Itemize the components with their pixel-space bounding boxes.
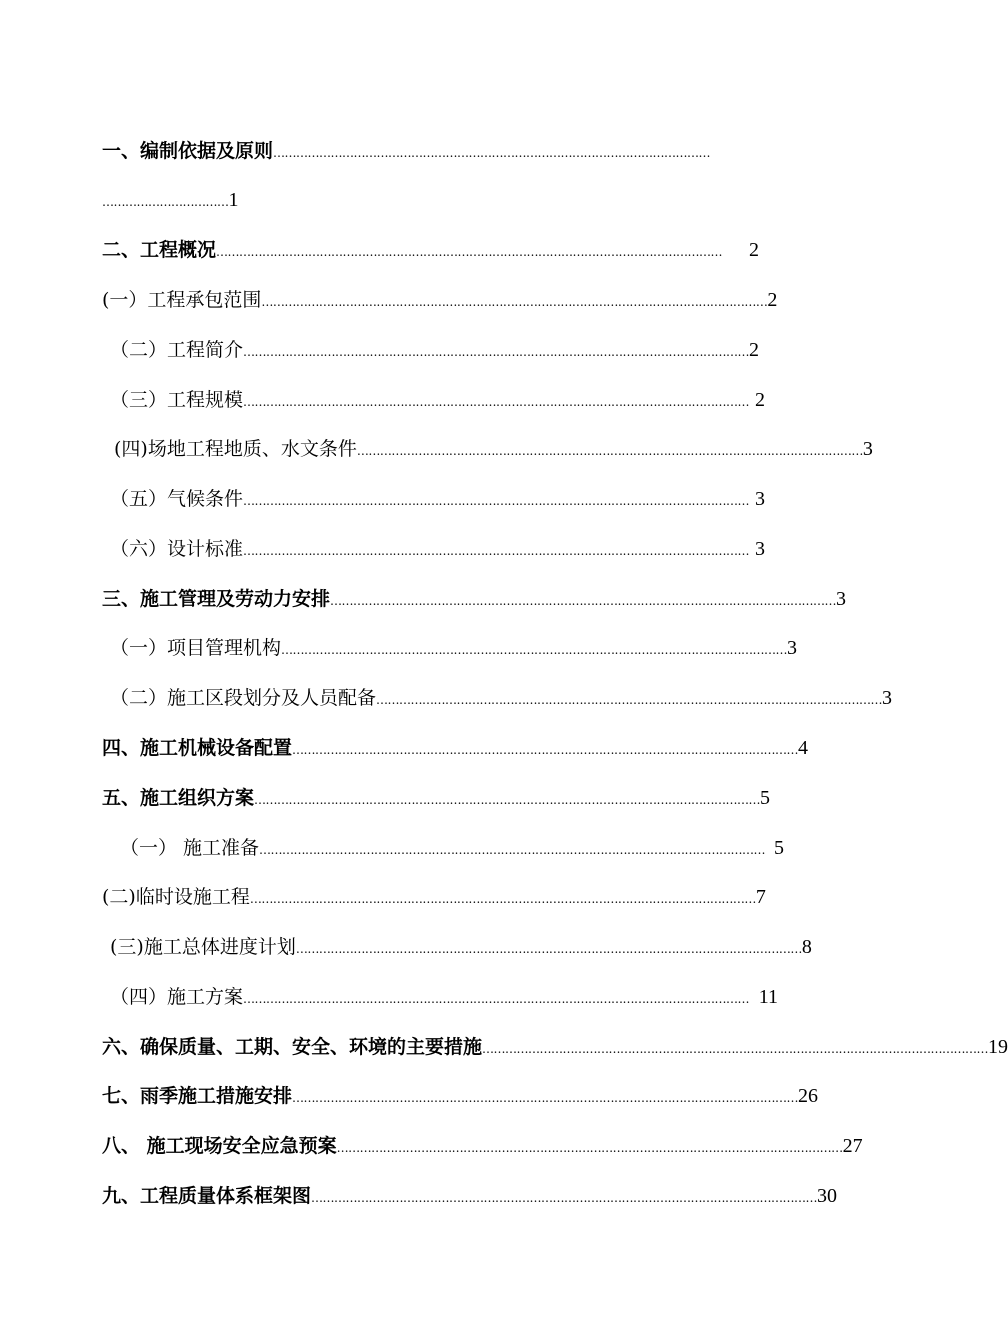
- toc-entry[interactable]: [102, 783, 771, 813]
- toc-entry-page: 3: [787, 637, 798, 659]
- toc-entry[interactable]: [102, 136, 711, 166]
- toc-leader-dots: ……………………………………………………………………………………………………………………: [254, 793, 761, 807]
- toc-entry[interactable]: [102, 1181, 838, 1211]
- toc-entry-page: 19: [988, 1036, 1008, 1058]
- toc-entry-page: 2: [749, 239, 759, 261]
- toc-entry[interactable]: [110, 633, 798, 663]
- toc-entry-page: 5: [760, 787, 771, 809]
- toc-entry-page: 3: [882, 687, 893, 709]
- toc-entry-page: 1: [228, 189, 239, 211]
- toc-entry-label: 六、确保质量、工期、安全、环境的主要措施: [102, 1036, 483, 1058]
- toc-entry-label: 四、施工机械设备配置: [102, 737, 293, 759]
- toc-entry-label: （六）设计标准: [110, 538, 244, 560]
- toc-entry[interactable]: [120, 833, 784, 863]
- toc-leader-dots: ……………………………………………………………………………………………………………………: [249, 892, 756, 906]
- toc-entry[interactable]: [102, 1081, 819, 1111]
- toc-entry-label: (四)场地工程地质、水文条件: [114, 438, 357, 460]
- toc-leader-dots: ……………………………………………………………………………………………………………………: [356, 444, 863, 458]
- toc-leader-dots: ……………………………………………………………………………………………………………………: [243, 345, 750, 359]
- toc-entry[interactable]: [102, 1032, 1008, 1062]
- toc-leader-dots: ……………………………………………………………………………………………………………………: [376, 693, 883, 707]
- toc-leader-dots: ……………………………………………………………………………………………………………………: [482, 1042, 989, 1056]
- toc-entry-label: 九、工程质量体系框架图: [102, 1185, 312, 1207]
- toc-entry[interactable]: [110, 932, 812, 962]
- toc-entry[interactable]: [102, 285, 778, 315]
- toc-leader-dots: ……………………………………………………………………………………………………………………: [261, 295, 768, 309]
- toc-entry-label: (三)施工总体进度计划: [110, 936, 296, 958]
- toc-entry[interactable]: [110, 385, 765, 415]
- toc-entry-page: 3: [862, 438, 873, 460]
- toc-leader-dots: ……………………………………………………………………………………………………………………: [281, 643, 788, 657]
- toc-entry-page: 5: [774, 837, 784, 859]
- toc-entry-label: （四）施工方案: [110, 986, 244, 1008]
- toc-entry-label: （一） 施工准备: [120, 837, 260, 859]
- toc-entry[interactable]: [102, 584, 847, 614]
- toc-entry-page: 3: [836, 588, 847, 610]
- toc-leader-dots: ……………………………: [102, 195, 229, 209]
- toc-leader-dots: ……………………………………………………………………………………………………………………: [292, 743, 799, 757]
- toc-entry-page: 4: [798, 737, 809, 759]
- toc-entry-label: （二）施工区段划分及人员配备: [110, 687, 377, 709]
- toc-entry-page: 30: [817, 1185, 838, 1207]
- toc-leader-dots: ……………………………………………………………………………………………………………………: [216, 245, 723, 259]
- toc-leader-dots: ……………………………………………………………………………………………………………………: [311, 1191, 818, 1205]
- toc-leader-dots: ……………………………………………………………………………………………………………………: [330, 594, 837, 608]
- toc-entry-page: 8: [801, 936, 812, 958]
- toc-entry-label: （三）工程规模: [110, 389, 244, 411]
- toc-entry-label: 五、施工组织方案: [102, 787, 255, 809]
- toc-leader-dots: ……………………………………………………………………………………………………………………: [295, 942, 802, 956]
- toc-entry[interactable]: [110, 484, 765, 514]
- toc-entry[interactable]: [110, 335, 760, 365]
- toc-entry-page: 7: [755, 886, 766, 908]
- toc-entry-page: 11: [758, 986, 778, 1008]
- toc-entry[interactable]: [110, 683, 893, 713]
- toc-leader-dots: ……………………………………………………………………………………………………………………: [243, 544, 750, 558]
- toc-entry-label: （五）气候条件: [110, 488, 244, 510]
- toc-entry[interactable]: [110, 534, 765, 564]
- toc-entry[interactable]: [102, 235, 759, 265]
- toc-entry-label: (一）工程承包范围: [102, 289, 262, 311]
- toc-entry-label: (二)临时设施工程: [102, 886, 250, 908]
- toc-entry-page: 2: [755, 389, 765, 411]
- toc-entry-label: （二）工程简介: [110, 339, 244, 361]
- toc-entry-page: 26: [798, 1085, 819, 1107]
- toc-entry-page: 2: [749, 339, 760, 361]
- toc-entry[interactable]: [110, 982, 778, 1012]
- toc-entry-label: 二、工程概况: [102, 239, 217, 261]
- toc-entry-label: 八、 施工现场安全应急预案: [102, 1135, 337, 1157]
- toc-entry-page: 3: [755, 488, 765, 510]
- toc-entry[interactable]: [102, 185, 239, 215]
- toc-entry-label: 一、编制依据及原则: [102, 140, 274, 162]
- toc-leader-dots: ……………………………………………………………………………………………………: [273, 146, 711, 160]
- toc-entry-page: 2: [767, 289, 778, 311]
- toc-entry-label: （一）项目管理机构: [110, 637, 282, 659]
- toc-entry-label: 三、施工管理及劳动力安排: [102, 588, 331, 610]
- toc-leader-dots: ……………………………………………………………………………………………………………………: [336, 1141, 843, 1155]
- toc-leader-dots: ……………………………………………………………………………………………………………………: [259, 843, 766, 857]
- toc-entry-label: 七、雨季施工措施安排: [102, 1085, 293, 1107]
- toc-entry-page: 3: [755, 538, 765, 560]
- toc-leader-dots: ……………………………………………………………………………………………………………………: [243, 992, 750, 1006]
- toc-entry[interactable]: [102, 1131, 863, 1161]
- toc-entry-page: 27: [842, 1135, 863, 1157]
- toc-entry[interactable]: [102, 882, 766, 912]
- toc-entry[interactable]: [102, 733, 809, 763]
- toc-leader-dots: ……………………………………………………………………………………………………………………: [243, 494, 750, 508]
- toc-leader-dots: ……………………………………………………………………………………………………………………: [243, 395, 750, 409]
- toc-leader-dots: ……………………………………………………………………………………………………………………: [292, 1091, 799, 1105]
- toc-entry[interactable]: [114, 434, 873, 464]
